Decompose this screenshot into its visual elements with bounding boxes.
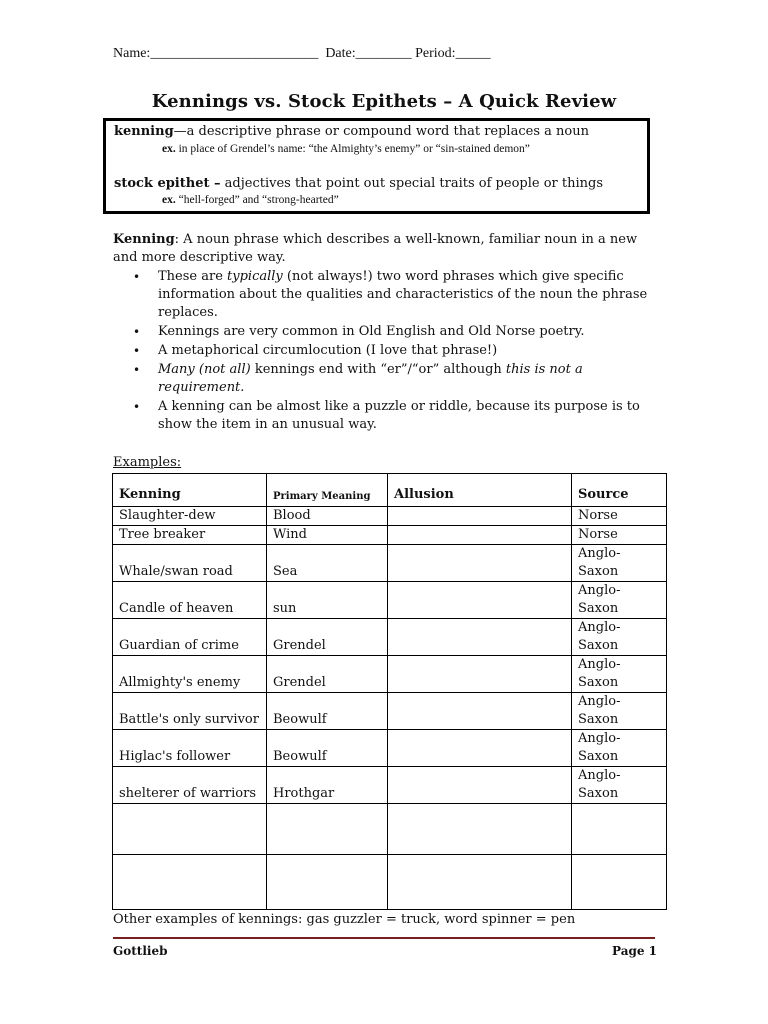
list-item	[133, 361, 653, 397]
cell-kenning: Allmighty's enemy	[113, 656, 267, 693]
cell-source: Anglo-Saxon	[572, 619, 667, 656]
cell-kenning	[113, 804, 267, 855]
cell-source: Anglo-Saxon	[572, 656, 667, 693]
bullet-emphasis: Many (not all)	[158, 362, 251, 377]
table-row	[113, 656, 667, 693]
list-item	[133, 342, 653, 360]
epithet-example	[162, 194, 339, 206]
bullet-text: Kennings are very common in Old English and Old Norse poetry.	[158, 324, 585, 339]
cell-kenning: Guardian of crime	[113, 619, 267, 656]
table-row	[113, 767, 667, 804]
cell-allusion	[388, 767, 572, 804]
kenning-term: kenning	[114, 124, 174, 139]
cell-allusion	[388, 693, 572, 730]
cell-source: Anglo-Saxon	[572, 767, 667, 804]
cell-meaning	[267, 855, 388, 910]
examples-label: Examples:	[113, 455, 182, 470]
intro-text: : A noun phrase which describes a well-known, familiar noun in a new and more descriptive way.	[113, 232, 638, 265]
definitions-box	[103, 118, 650, 214]
cell-allusion	[388, 855, 572, 910]
cell-kenning: Tree breaker	[113, 526, 267, 545]
cell-source	[572, 804, 667, 855]
cell-allusion	[388, 804, 572, 855]
kenning-intro	[113, 231, 653, 267]
cell-meaning: Beowulf	[267, 730, 388, 767]
table-row	[113, 730, 667, 767]
bullet-emphasis: this is not a requirement.	[158, 362, 583, 395]
list-item	[133, 398, 653, 434]
cell-source: Anglo-Saxon	[572, 582, 667, 619]
kenning-definition-text: —a descriptive phrase or compound word that replaces a noun	[173, 124, 589, 139]
cell-source: Anglo-Saxon	[572, 730, 667, 767]
cell-allusion	[388, 582, 572, 619]
cell-meaning: Sea	[267, 545, 388, 582]
epithet-term: stock epithet –	[114, 176, 221, 191]
epithet-definition-text: adjectives that point out special traits of people or things	[220, 176, 603, 191]
kenning-definition	[114, 124, 589, 139]
cell-meaning: Grendel	[267, 619, 388, 656]
cell-source: Anglo-Saxon	[572, 545, 667, 582]
cell-allusion	[388, 656, 572, 693]
cell-kenning: shelterer of warriors	[113, 767, 267, 804]
bullet-text: These are	[158, 269, 228, 284]
cell-kenning: Candle of heaven	[113, 582, 267, 619]
bullet-text: kennings end with “er”/“or” although	[250, 362, 506, 377]
cell-source: Anglo-Saxon	[572, 693, 667, 730]
cell-meaning: Wind	[267, 526, 388, 545]
cell-meaning: Hrothgar	[267, 767, 388, 804]
table-row	[113, 545, 667, 582]
table-row	[113, 804, 667, 855]
header-source: Source	[572, 474, 667, 507]
cell-kenning: Higlac's follower	[113, 730, 267, 767]
cell-meaning: Blood	[267, 507, 388, 526]
kenning-example	[162, 143, 530, 155]
table-row	[113, 507, 667, 526]
list-item	[133, 323, 653, 341]
footer-divider	[113, 937, 655, 939]
cell-allusion	[388, 507, 572, 526]
cell-allusion	[388, 619, 572, 656]
table-row	[113, 619, 667, 656]
table-row	[113, 526, 667, 545]
header-kenning: Kenning	[113, 474, 267, 507]
epithet-definition	[114, 176, 603, 191]
table-row	[113, 582, 667, 619]
kenning-example-text: in place of Grendel’s name: “the Almighty’s enemy” or “sin-stained demon”	[175, 143, 530, 155]
cell-meaning: Beowulf	[267, 693, 388, 730]
kenning-example-label: ex.	[162, 143, 176, 155]
bullet-text: A metaphorical circumlocution (I love that phrase!)	[158, 343, 498, 358]
bullet-text: A kenning can be almost like a puzzle or riddle, because its purpose is to show the item in an unusual way.	[158, 399, 640, 432]
name-date-period-line: Name:________________________ Date:________ Period:_____	[113, 46, 491, 61]
cell-source: Norse	[572, 526, 667, 545]
other-examples: Other examples of kennings: gas guzzler = truck, word spinner = pen	[113, 912, 576, 927]
cell-meaning: sun	[267, 582, 388, 619]
table-row	[113, 693, 667, 730]
cell-allusion	[388, 730, 572, 767]
cell-source	[572, 855, 667, 910]
cell-kenning: Slaughter-dew	[113, 507, 267, 526]
epithet-example-label: ex.	[162, 194, 176, 206]
cell-meaning: Grendel	[267, 656, 388, 693]
cell-allusion	[388, 545, 572, 582]
cell-allusion	[388, 526, 572, 545]
footer-page-number: Page 1	[612, 944, 658, 958]
cell-kenning	[113, 855, 267, 910]
bullet-emphasis: typically	[227, 269, 283, 284]
epithet-example-text: “hell-forged” and “strong-hearted”	[175, 194, 339, 206]
table-row	[113, 855, 667, 910]
cell-source: Norse	[572, 507, 667, 526]
table-header-row	[113, 474, 667, 507]
cell-kenning: Whale/swan road	[113, 545, 267, 582]
footer-author: Gottlieb	[113, 944, 168, 958]
list-item	[133, 268, 653, 322]
header-primary-meaning: Primary Meaning	[267, 474, 388, 507]
kenning-examples-table	[112, 473, 667, 910]
header-allusion: Allusion	[388, 474, 572, 507]
bullet-text: (not always!) two word phrases which give specific information about the qualities and characteristics of the noun the phrase replaces.	[158, 269, 648, 320]
intro-term: Kenning	[113, 232, 175, 247]
page-title: Kennings vs. Stock Epithets – A Quick Review	[151, 91, 617, 112]
cell-kenning: Battle's only survivor	[113, 693, 267, 730]
cell-meaning	[267, 804, 388, 855]
kenning-facts-list	[133, 268, 653, 435]
